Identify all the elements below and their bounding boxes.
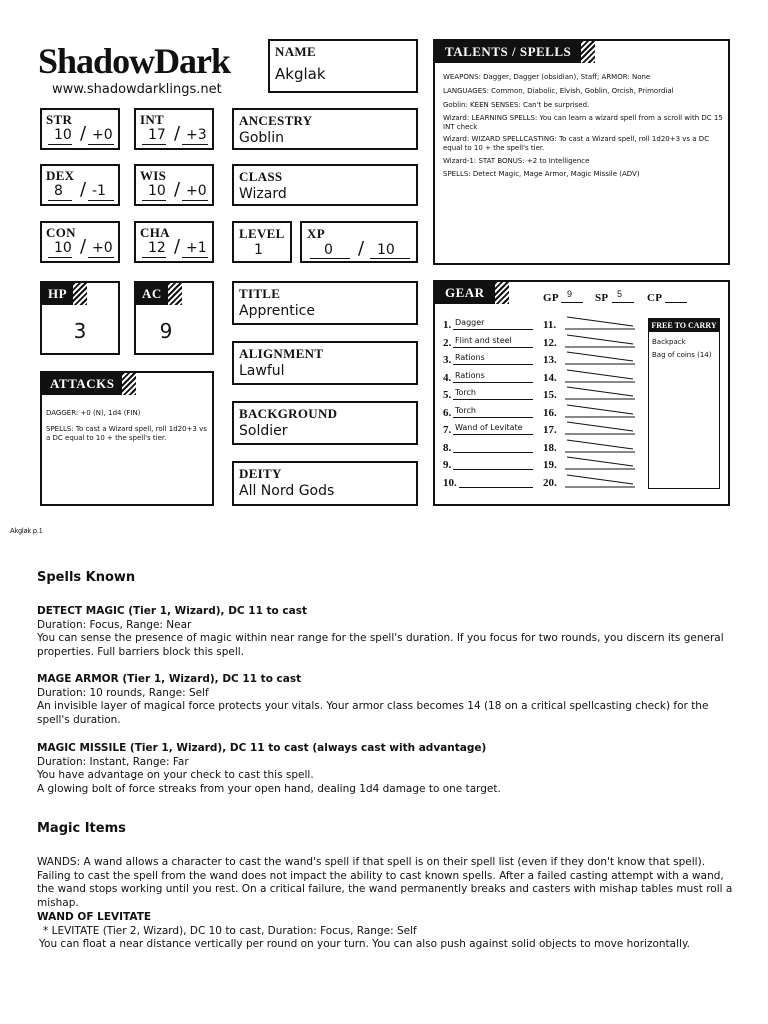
ac-box [134, 281, 214, 355]
con-box: CON 10 / +0 [40, 221, 120, 263]
free-item[interactable]: Bag of coins (14) [652, 351, 712, 359]
attacks-box [40, 371, 214, 506]
spell-meta: Duration: 10 rounds, Range: Self [37, 686, 209, 699]
wands-rules: WANDS: A wand allows a character to cast the wand's spell if that spell is on their spell list (even if they don't know that spell). Failing to cast the spell from the wand does not impact the ability to cast known spells. After a failed casting attempt with a wand, the wand stops working until you rest. On a critical failure, the wand permanently breaks and casters with mishap tables must roll a mishap. [37, 856, 733, 909]
logo-text: ShadowDark [38, 41, 231, 81]
class-value[interactable]: Wizard [239, 186, 287, 202]
cha-mod: +1 [186, 240, 207, 256]
gp-value[interactable]: 9 [567, 289, 573, 299]
deity-label: DEITY [239, 466, 282, 481]
page-label: Akglak p.1 [10, 528, 43, 535]
xp-label: XP [307, 226, 325, 241]
spell-desc: You have advantage on your check to cast this spell. [37, 769, 314, 781]
class-box [232, 164, 418, 206]
str-mod: +0 [92, 127, 113, 143]
dex-box: DEX 8 / -1 [40, 164, 120, 206]
background-value[interactable]: Soldier [239, 423, 288, 439]
spell-desc: A glowing bolt of force streaks from your open hand, dealing 1d4 damage to one target. [37, 782, 501, 795]
website-link[interactable]: www.shadowdarklings.net [52, 82, 222, 97]
spell-desc: An invisible layer of magical force protects your vitals. Your armor class becomes 14 (18 on a critical spellcasting check) for the spell's duration. [37, 700, 709, 726]
cha-box: CHA 12 / +1 [134, 221, 214, 263]
slot-line [565, 384, 637, 402]
wis-mod: +0 [186, 183, 207, 199]
int-label: INT [140, 112, 165, 127]
con-score[interactable]: 10 [54, 240, 72, 256]
wis-label: WIS [140, 168, 167, 183]
slot-num: 11. [543, 319, 557, 331]
int-mod: +3 [186, 127, 207, 143]
slot-item[interactable]: Torch [455, 406, 477, 415]
attack-line-2: SPELLS: To cast a Wizard spell, roll 1d20+3 vs a DC equal to 10 + the spell's tier. [46, 425, 207, 442]
dex-label: DEX [46, 168, 75, 183]
spells-known-heading: Spells Known [37, 570, 136, 585]
slot-item[interactable]: Dagger [455, 318, 485, 327]
item-title: WAND OF LEVITATE [37, 911, 152, 923]
deity-value[interactable]: All Nord Gods [239, 483, 335, 499]
slot-line [565, 314, 637, 332]
gear-box [433, 280, 730, 506]
talent-line-5: Wizard: WIZARD SPELLCASTING: To cast a Wizard spell, roll 1d20+3 vs a DC equal to 10 + the spell's tier. [443, 135, 710, 152]
gp-label: GP [543, 292, 559, 304]
slot-line [565, 454, 637, 472]
title-box [232, 281, 418, 325]
magic-items-heading: Magic Items [37, 821, 126, 836]
deity-box [232, 461, 418, 506]
slot-num: 12. [543, 337, 557, 349]
talents-box [433, 39, 730, 265]
free-item[interactable]: Backpack [652, 338, 686, 346]
spell-meta: Duration: Focus, Range: Near [37, 618, 192, 631]
talent-line-2: LANGUAGES: Common, Diabolic, Elvish, Goblin, Orcish, Primordial [443, 87, 674, 95]
slot-num: 4. [443, 372, 452, 384]
background-box [232, 401, 418, 445]
slot-item[interactable]: Torch [455, 388, 477, 397]
slot-item[interactable]: Wand of Levitate [455, 423, 523, 432]
slot-num: 10. [443, 477, 457, 489]
hp-value[interactable]: 3 [73, 319, 87, 343]
slot-num: 6. [443, 407, 452, 419]
spell-meta: Duration: Instant, Range: Far [37, 755, 189, 768]
slot-num: 18. [543, 442, 557, 454]
ancestry-box [232, 108, 418, 150]
slot-num: 17. [543, 424, 557, 436]
int-score[interactable]: 17 [148, 127, 166, 143]
slot-num: 3. [443, 354, 452, 366]
alignment-box [232, 341, 418, 385]
spell-mage-armor [37, 673, 737, 727]
cp-label: CP [647, 292, 663, 304]
name-value[interactable]: Akglak [275, 65, 326, 83]
gear-label: GEAR [435, 282, 495, 304]
spell-magic-missile [37, 742, 737, 796]
xp-next: 10 [377, 242, 395, 258]
dex-score[interactable]: 8 [54, 183, 63, 199]
logo [38, 40, 258, 82]
slot-num: 7. [443, 424, 452, 436]
attack-line-1: DAGGER: +0 (N), 1d4 (FIN) [46, 409, 141, 417]
talent-line-7: SPELLS: Detect Magic, Mage Armor, Magic Missile (ADV) [443, 170, 640, 178]
talent-line-4: Wizard: LEARNING SPELLS: You can learn a wizard spell from a scroll with DC 15 INT check [443, 114, 723, 131]
spell-title: DETECT MAGIC (Tier 1, Wizard), DC 11 to cast [37, 605, 308, 617]
slot-num: 13. [543, 354, 557, 366]
background-label: BACKGROUND [239, 406, 338, 421]
name-label: NAME [275, 44, 316, 59]
talent-line-6: Wizard-1: STAT BONUS: +2 to Intelligence [443, 157, 590, 165]
slot-line [565, 402, 637, 420]
magic-items-section [37, 822, 737, 836]
free-to-carry-label: FREE TO CARRY [649, 319, 719, 332]
title-value[interactable]: Apprentice [239, 303, 315, 319]
slot-num: 9. [443, 459, 452, 471]
spell-title: MAGE ARMOR (Tier 1, Wizard), DC 11 to cast [37, 673, 302, 685]
spell-detect-magic [37, 605, 737, 659]
slot-item[interactable]: Rations [455, 371, 485, 380]
slot-line [565, 437, 637, 455]
sp-label: SP [595, 292, 609, 304]
str-score[interactable]: 10 [54, 127, 72, 143]
slot-num: 15. [543, 389, 557, 401]
con-mod: +0 [92, 240, 113, 256]
alignment-value[interactable]: Lawful [239, 363, 285, 379]
slot-num: 5. [443, 389, 452, 401]
ancestry-value[interactable]: Goblin [239, 130, 284, 146]
level-box [232, 221, 292, 263]
ac-label: AC [136, 283, 168, 305]
hp-box [40, 281, 120, 355]
spells-known-section [37, 571, 737, 585]
cha-label: CHA [140, 225, 170, 240]
slot-num: 1. [443, 319, 452, 331]
sp-value[interactable]: 5 [617, 289, 623, 299]
slot-num: 19. [543, 459, 557, 471]
attacks-label: ATTACKS [42, 373, 122, 395]
xp-box: XP 0 / 10 [300, 221, 418, 263]
spell-desc: You can sense the presence of magic within near range for the spell's duration. If you focus for two rounds, you discern its general properties. Full barriers block this spell. [37, 632, 724, 658]
dex-mod: -1 [92, 183, 106, 199]
slot-num: 2. [443, 337, 452, 349]
level-label: LEVEL [239, 226, 285, 241]
xp-current[interactable]: 0 [324, 242, 333, 258]
class-label: CLASS [239, 169, 283, 184]
ancestry-label: ANCESTRY [239, 113, 313, 128]
str-box: STR 10 / +0 [40, 108, 120, 150]
spell-title: MAGIC MISSILE (Tier 1, Wizard), DC 11 to cast (always cast with advantage) [37, 742, 487, 754]
slot-line [565, 419, 637, 437]
slot-line [565, 367, 637, 385]
title-label: TITLE [239, 286, 281, 301]
level-value[interactable]: 1 [254, 242, 263, 258]
slot-num: 20. [543, 477, 557, 489]
talent-line-3: Goblin: KEEN SENSES: Can't be surprised. [443, 101, 590, 109]
wand-of-levitate [37, 911, 737, 952]
slot-item[interactable]: Flint and steel [455, 336, 512, 345]
talents-label: TALENTS / SPELLS [435, 41, 581, 63]
item-spell: * LEVITATE (Tier 2, Wizard), DC 10 to cast, Duration: Focus, Range: Self [43, 924, 417, 937]
slot-line [565, 472, 637, 490]
wis-box: WIS 10 / +0 [134, 164, 214, 206]
alignment-label: ALIGNMENT [239, 346, 324, 361]
talent-line-1: WEAPONS: Dagger, Dagger (obsidian), Staff; ARMOR: None [443, 73, 651, 81]
slot-line [565, 349, 637, 367]
free-to-carry-box [648, 318, 720, 489]
con-label: CON [46, 225, 76, 240]
str-label: STR [46, 112, 73, 127]
int-box: INT 17 / +3 [134, 108, 214, 150]
slot-num: 8. [443, 442, 452, 454]
slot-num: 14. [543, 372, 557, 384]
slot-line [565, 332, 637, 350]
cha-score[interactable]: 12 [148, 240, 166, 256]
ac-value[interactable]: 9 [159, 319, 173, 343]
name-box [268, 39, 418, 93]
slot-num: 16. [543, 407, 557, 419]
slot-item[interactable]: Rations [455, 353, 485, 362]
hp-label: HP [42, 283, 73, 305]
wis-score[interactable]: 10 [148, 183, 166, 199]
item-desc: You can float a near distance vertically per round on your turn. You can also push against solid objects to move horizontally. [39, 938, 690, 950]
